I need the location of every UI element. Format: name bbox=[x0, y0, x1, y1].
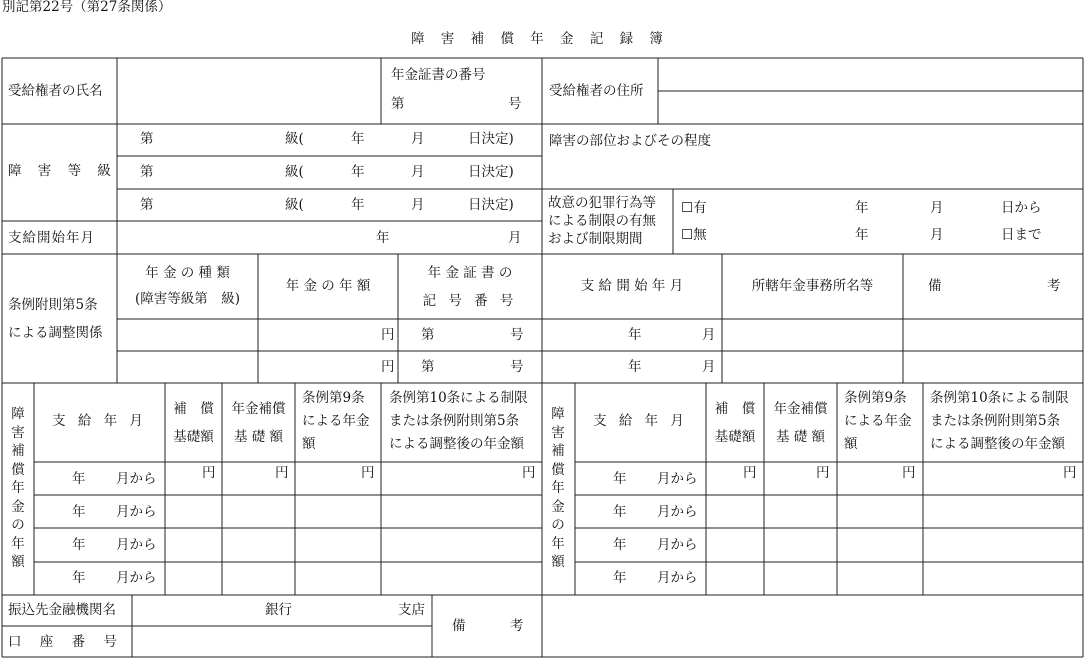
col-pension-base-2: 基 礎 額 bbox=[233, 429, 284, 445]
row-yen-art10: 円 bbox=[522, 465, 536, 481]
row-nen: 年 bbox=[613, 570, 627, 586]
period-from-label: 日から bbox=[1001, 200, 1042, 216]
grade-kyu: 級( bbox=[285, 164, 304, 180]
crime-restriction-label-3: および制限期間 bbox=[548, 231, 643, 247]
col-pension-base-1: 年金補償 bbox=[231, 401, 286, 417]
col-comp-base-1: 補 償 bbox=[173, 401, 214, 417]
account-number-label: 口 座 番 号 bbox=[8, 634, 124, 650]
beneficiary-address-label: 受給権者の住所 bbox=[549, 83, 644, 99]
bank-remarks-2: 考 bbox=[510, 618, 524, 634]
restriction-no-checkbox[interactable]: ☐無 bbox=[681, 227, 707, 243]
col-remarks-2: 考 bbox=[1047, 278, 1061, 294]
row-yen-art9: 円 bbox=[361, 465, 375, 481]
adjustment-label-2: による調整関係 bbox=[8, 325, 103, 341]
adj-nen: 年 bbox=[628, 327, 642, 343]
row-from: 月から bbox=[657, 471, 698, 487]
start-month-label: 支給開始年月 bbox=[8, 230, 95, 246]
grade-tsuki: 月 bbox=[411, 131, 425, 147]
grade-dai: 第 bbox=[140, 164, 154, 180]
period-until-nen: 年 bbox=[855, 227, 869, 243]
col-art10-3: による調整後の年金額 bbox=[389, 436, 524, 452]
row-yen-base: 円 bbox=[743, 465, 757, 481]
period-until-tsuki: 月 bbox=[930, 227, 944, 243]
row-nen: 年 bbox=[72, 504, 86, 520]
grade-nen: 年 bbox=[351, 197, 365, 213]
adj-yen: 円 bbox=[381, 327, 395, 343]
period-from-tsuki: 月 bbox=[930, 200, 944, 216]
row-yen-art10: 円 bbox=[1063, 465, 1077, 481]
grade-ketei: 日決定) bbox=[468, 164, 514, 180]
col-remarks-1: 備 bbox=[928, 278, 942, 294]
period-until-label: 日まで bbox=[1001, 227, 1042, 243]
row-nen: 年 bbox=[613, 504, 627, 520]
crime-restriction-label-2: による制限の有無 bbox=[548, 213, 656, 229]
col-cert-number-2: 記 号 番 号 bbox=[422, 293, 518, 309]
row-nen: 年 bbox=[613, 537, 627, 553]
cert-dai: 第 bbox=[391, 96, 405, 112]
col-payment-month: 支 給 年 月 bbox=[52, 413, 147, 429]
disability-part-label: 障害の部位およびその程度 bbox=[549, 133, 711, 149]
col-art10-2: または条例附則第5条 bbox=[389, 413, 520, 429]
row-nen: 年 bbox=[72, 471, 86, 487]
period-from-nen: 年 bbox=[855, 200, 869, 216]
row-yen-art9: 円 bbox=[902, 465, 916, 481]
col-art9-1: 条例第9条 bbox=[302, 390, 365, 406]
col-cert-number-1: 年 金 証 書 の bbox=[427, 265, 513, 281]
row-from: 月から bbox=[116, 570, 157, 586]
col-annual-amount: 年 金 の 年 額 bbox=[285, 278, 371, 294]
adj-nen: 年 bbox=[628, 359, 642, 375]
col-comp-base-right-2: 基礎額 bbox=[714, 429, 756, 445]
col-art9-2: による年金 bbox=[302, 413, 370, 429]
row-from: 月から bbox=[116, 537, 157, 553]
annual-amount-side-label-left: 障害補償年金の年額 bbox=[11, 406, 25, 570]
row-yen-base: 円 bbox=[202, 465, 216, 481]
disability-grade-label: 障 害 等 級 bbox=[8, 163, 117, 179]
adj-go: 号 bbox=[510, 327, 524, 343]
crime-restriction-label-1: 故意の犯罪行為等 bbox=[548, 195, 656, 211]
grade-nen: 年 bbox=[351, 131, 365, 147]
cert-go: 号 bbox=[508, 96, 522, 112]
grade-dai: 第 bbox=[140, 131, 154, 147]
adj-dai: 第 bbox=[421, 327, 435, 343]
annex-label: 別記第22号（第27条関係） bbox=[2, 0, 172, 15]
row-from: 月から bbox=[657, 537, 698, 553]
col-art9-right-3: 額 bbox=[844, 436, 858, 452]
adjustment-label-1: 条例附則第5条 bbox=[8, 297, 98, 313]
col-pension-kind-2: (障害等級第 級) bbox=[134, 291, 241, 307]
col-pension-kind-1: 年 金 の 種 類 bbox=[145, 265, 230, 281]
grade-tsuki: 月 bbox=[411, 164, 425, 180]
row-yen-pension-base: 円 bbox=[816, 465, 830, 481]
cert-number-label: 年金証書の番号 bbox=[391, 67, 486, 83]
col-comp-base-2: 基礎額 bbox=[173, 429, 214, 445]
page-title: 障 害 補 償 年 金 記 録 簿 bbox=[411, 31, 669, 47]
col-art10-right-1: 条例第10条による制限 bbox=[930, 390, 1069, 406]
adj-dai: 第 bbox=[421, 359, 435, 375]
col-art9-right-2: による年金 bbox=[844, 413, 912, 429]
restriction-yes-checkbox[interactable]: ☐有 bbox=[681, 200, 707, 216]
bank-shiten: 支店 bbox=[398, 602, 425, 618]
col-payment-month-right: 支 給 年 月 bbox=[593, 413, 688, 429]
bank-ginko: 銀行 bbox=[265, 602, 292, 618]
adj-tsuki: 月 bbox=[702, 359, 716, 375]
adj-go: 号 bbox=[510, 359, 524, 375]
col-art10-1: 条例第10条による制限 bbox=[389, 390, 528, 406]
col-pension-base-right-2: 基 礎 額 bbox=[775, 429, 826, 445]
annual-amount-side-label-right: 障害補償年金の年額 bbox=[551, 406, 565, 570]
start-month-tsuki: 月 bbox=[508, 230, 522, 246]
row-nen: 年 bbox=[613, 471, 627, 487]
grade-kyu: 級( bbox=[285, 197, 304, 213]
row-from: 月から bbox=[116, 504, 157, 520]
grade-nen: 年 bbox=[351, 164, 365, 180]
beneficiary-name-label: 受給権者の氏名 bbox=[8, 83, 103, 99]
row-yen-pension-base: 円 bbox=[275, 465, 289, 481]
adj-tsuki: 月 bbox=[702, 327, 716, 343]
grade-ketei: 日決定) bbox=[468, 197, 514, 213]
bank-remarks-1: 備 bbox=[452, 618, 466, 634]
bank-name-label: 振込先金融機関名 bbox=[8, 602, 116, 618]
col-comp-base-right-1: 補 償 bbox=[714, 401, 756, 417]
col-art9-right-1: 条例第9条 bbox=[844, 390, 907, 406]
col-art10-right-3: による調整後の年金額 bbox=[930, 436, 1065, 452]
col-art9-3: 額 bbox=[302, 436, 316, 452]
grade-tsuki: 月 bbox=[411, 197, 425, 213]
adj-yen: 円 bbox=[381, 359, 395, 375]
row-from: 月から bbox=[116, 471, 157, 487]
row-nen: 年 bbox=[72, 537, 86, 553]
row-nen: 年 bbox=[72, 570, 86, 586]
start-month-nen: 年 bbox=[376, 230, 390, 246]
col-start-month: 支 給 開 始 年 月 bbox=[580, 278, 684, 294]
row-from: 月から bbox=[657, 570, 698, 586]
col-pension-base-right-1: 年金補償 bbox=[773, 401, 828, 417]
grade-dai: 第 bbox=[140, 197, 154, 213]
col-pension-office: 所轄年金事務所名等 bbox=[751, 278, 874, 294]
row-from: 月から bbox=[657, 504, 698, 520]
grade-kyu: 級( bbox=[285, 131, 304, 147]
col-art10-right-2: または条例附則第5条 bbox=[930, 413, 1061, 429]
grade-ketei: 日決定) bbox=[468, 131, 514, 147]
